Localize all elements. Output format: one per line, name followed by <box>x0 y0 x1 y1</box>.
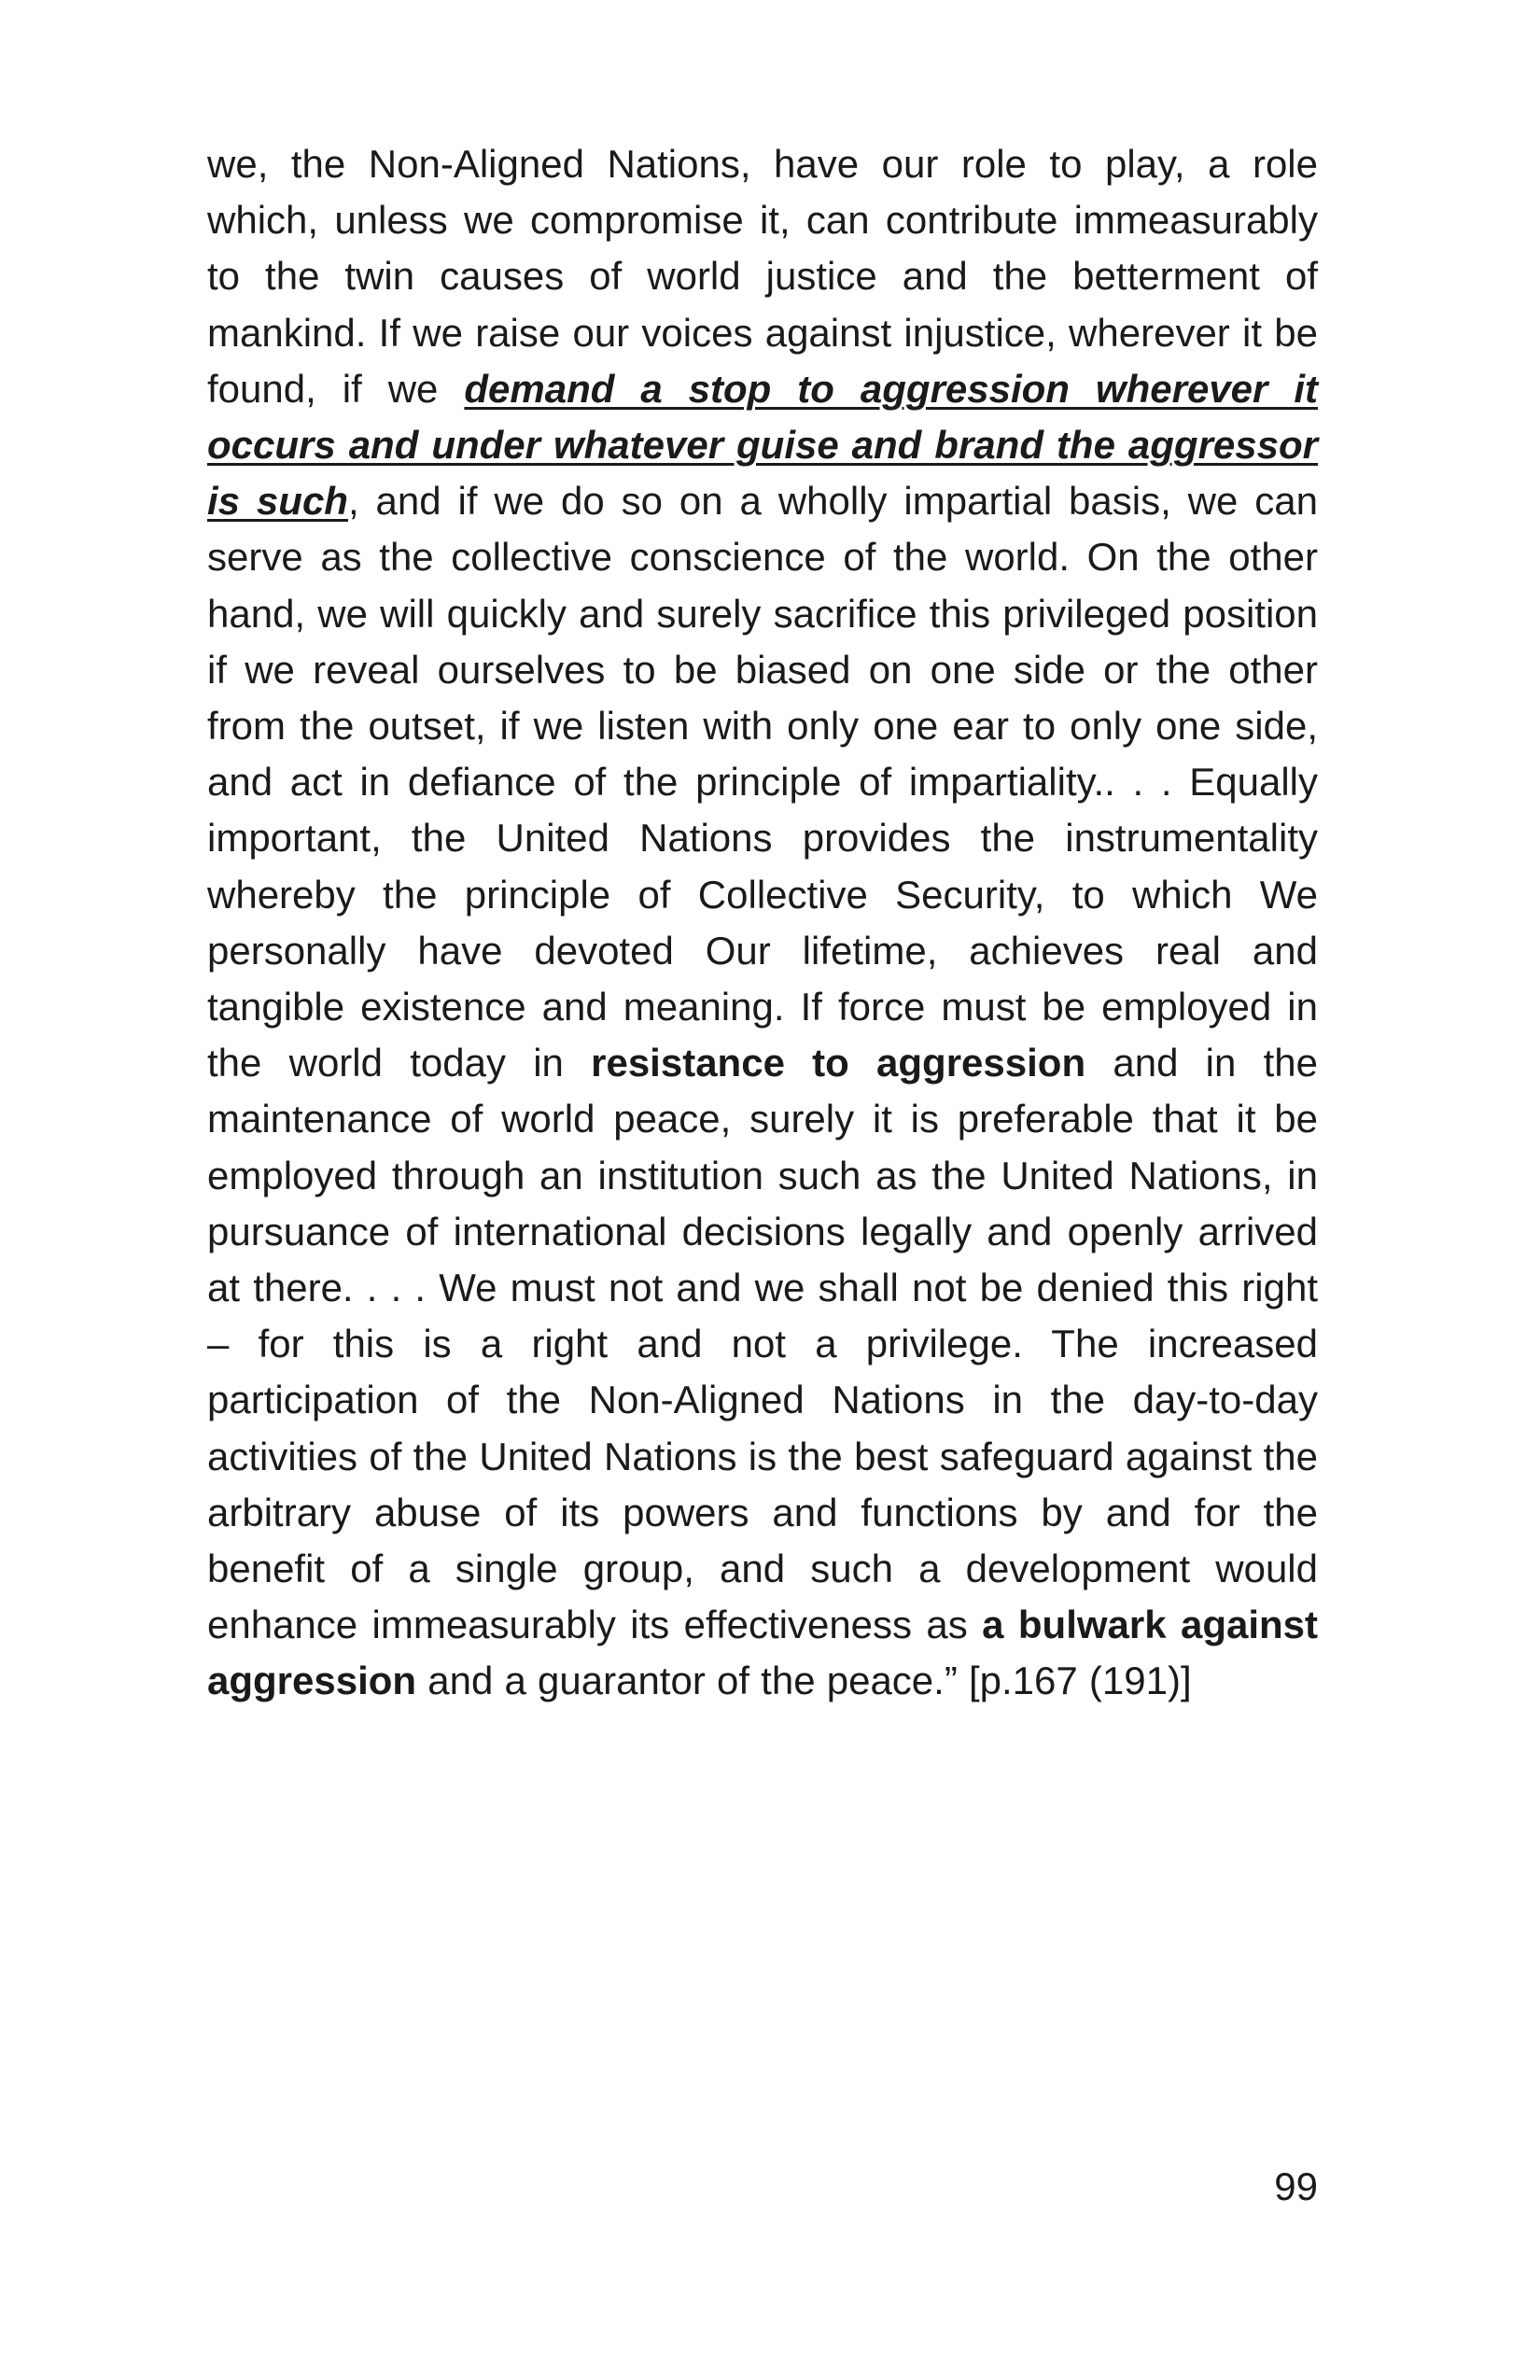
paragraph-text-segment: and a guarantor of the peace.” [p.167 (191)] <box>416 1659 1192 1703</box>
body-paragraph <box>207 136 1318 1710</box>
emphasized-phrase-bold: a bulwark against aggression <box>207 1603 1319 1703</box>
paragraph-text-segment: , and if we do so on a wholly impartial basis, we can serve as the collective conscience of the world. On the other hand, we will quickly and surely sacrifice this privileged position if we reveal ourselves to be biased on one side or the other from the outset, if we listen with only one ear to only one side, and act in defiance of the principle of impartiality.. . . Equally important, the United Nations provides the instrumentality whereby the principle of Collective Security, to which We personally have devoted Our lifetime, achieves real and tangible existence and meaning. If force must be employed in the world today in <box>207 479 1318 1085</box>
page-number: 99 <box>1274 2164 1318 2208</box>
emphasized-quote-underlined: demand a stop to aggression wherever it occurs and under whatever guise and brand the aggressor is such <box>207 366 1318 524</box>
paragraph-text-segment: we, the Non-Aligned Nations, have our role to play, a role which, unless we compromise it, can contribute immeasurably to the twin causes of world justice and the betterment of mankind. If we raise our voices against injustice, wherever it be found, if we <box>207 142 1318 411</box>
paragraph-text-segment: and in the maintenance of world peace, surely it is preferable that it be employed through an institution such as the United Nations, in pursuance of international decisions legally and openly arrived at there. . . . We must not and we shall not be denied this right – for this is a right and not a privilege. The increased participation of the Non-Aligned Nations in the day-to-day activities of the United Nations is the best safeguard against the arbitrary abuse of its powers and functions by and for the benefit of a single group, and such a development would enhance immeasurably its effectiveness as <box>207 1041 1318 1647</box>
emphasized-phrase-bold: resistance to aggression <box>591 1041 1086 1085</box>
